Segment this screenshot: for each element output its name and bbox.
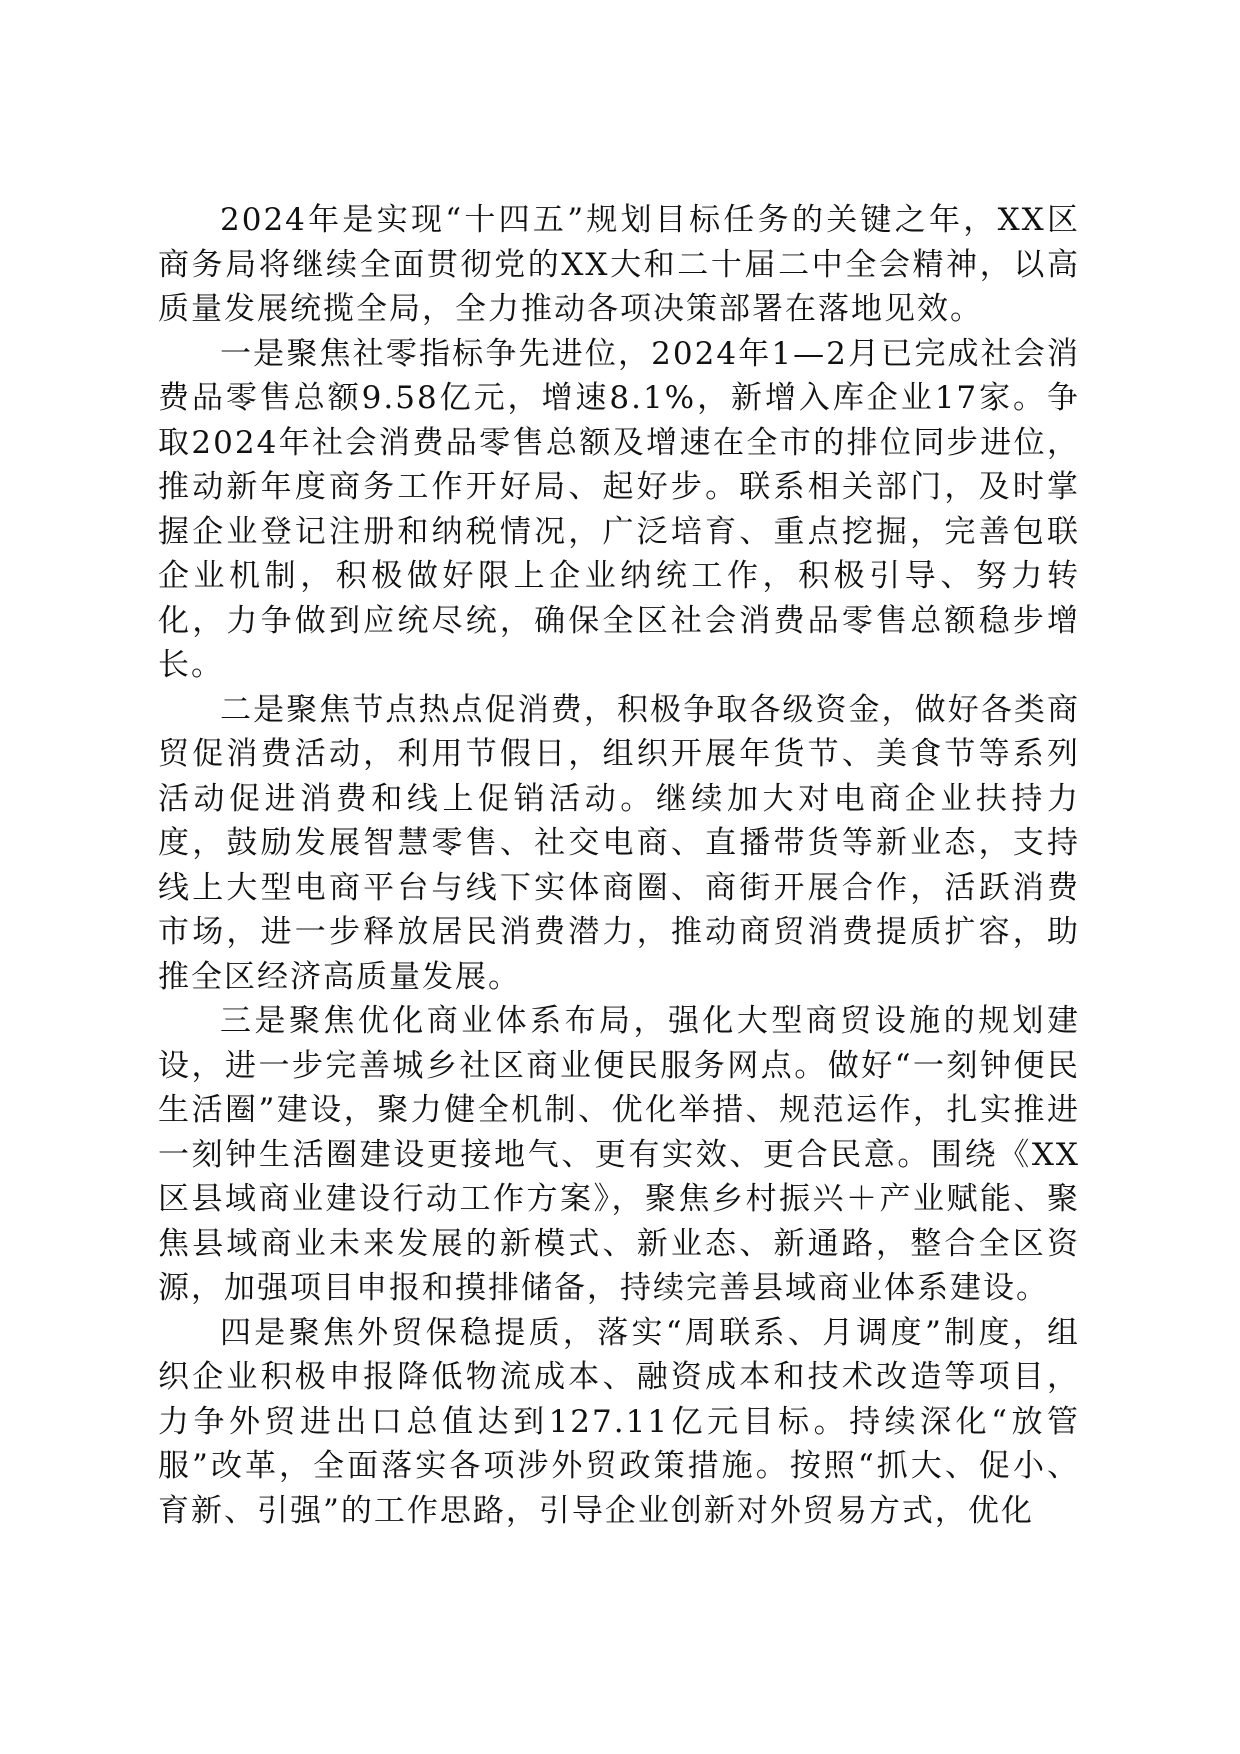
document-body (158, 198, 1080, 1533)
paragraph-intro: 2024年是实现“十四五”规划目标任务的关键之年，XX区商务局将继续全面贯彻党的XX大和二十届二中全会精神，以高质量发展统揽全局，全力推动各项决策部署在落地见效。 (158, 202, 1080, 327)
paragraph-commercial-layout: 三是聚焦优化商业体系布局，强化大型商贸设施的规划建设，进一步完善城乡社区商业便民服务网点。做好“一刻钟便民生活圈”建设，聚力健全机制、优化举措、规范运作，扎实推进一刻钟生活圈建设更接地气、更有实效、更合民意。围绕《XX区县域商业建设行动工作方案》，聚焦乡村振兴＋产业赋能、聚焦县域商业未来发展的新模式、新业态、新通路，整合全区资源，加强项目申报和摸排储备，持续完善县域商业体系建设。 (158, 1003, 1080, 1306)
paragraph-foreign-trade: 四是聚焦外贸保稳提质，落实“周联系、月调度”制度，组织企业积极申报降低物流成本、融资成本和技术改造等项目，力争外贸进出口总值达到127.11亿元目标。持续深化“放管服”改革，全面落实各项涉外贸政策措施。按照“抓大、促小、育新、引强”的工作思路，引导企业创新对外贸易方式，优化 (158, 1314, 1080, 1529)
paragraph-consumption: 二是聚焦节点热点促消费，积极争取各级资金，做好各类商贸促消费活动，利用节假日，组织开展年货节、美食节等系列活动促进消费和线上促销活动。继续加大对电商企业扶持力度，鼓励发展智慧零售、社交电商、直播带货等新业态，支持线上大型电商平台与线下实体商圈、商街开展合作，活跃消费市场，进一步释放居民消费潜力，推动商贸消费提质扩容，助推全区经济高质量发展。 (158, 691, 1080, 995)
paragraph-retail-sales: 一是聚焦社零指标争先进位，2024年1—2月已完成社会消费品零售总额9.58亿元，增速8.1%，新增入库企业17家。争取2024年社会消费品零售总额及增速在全市的排位同步进位，推动新年度商务工作开好局、起好步。联系相关部门，及时掌握企业登记注册和纳税情况，广泛培育、重点挖掘，完善包联企业机制，积极做好限上企业纳统工作，积极引导、努力转化，力争做到应统尽统，确保全区社会消费品零售总额稳步增长。 (158, 335, 1080, 683)
